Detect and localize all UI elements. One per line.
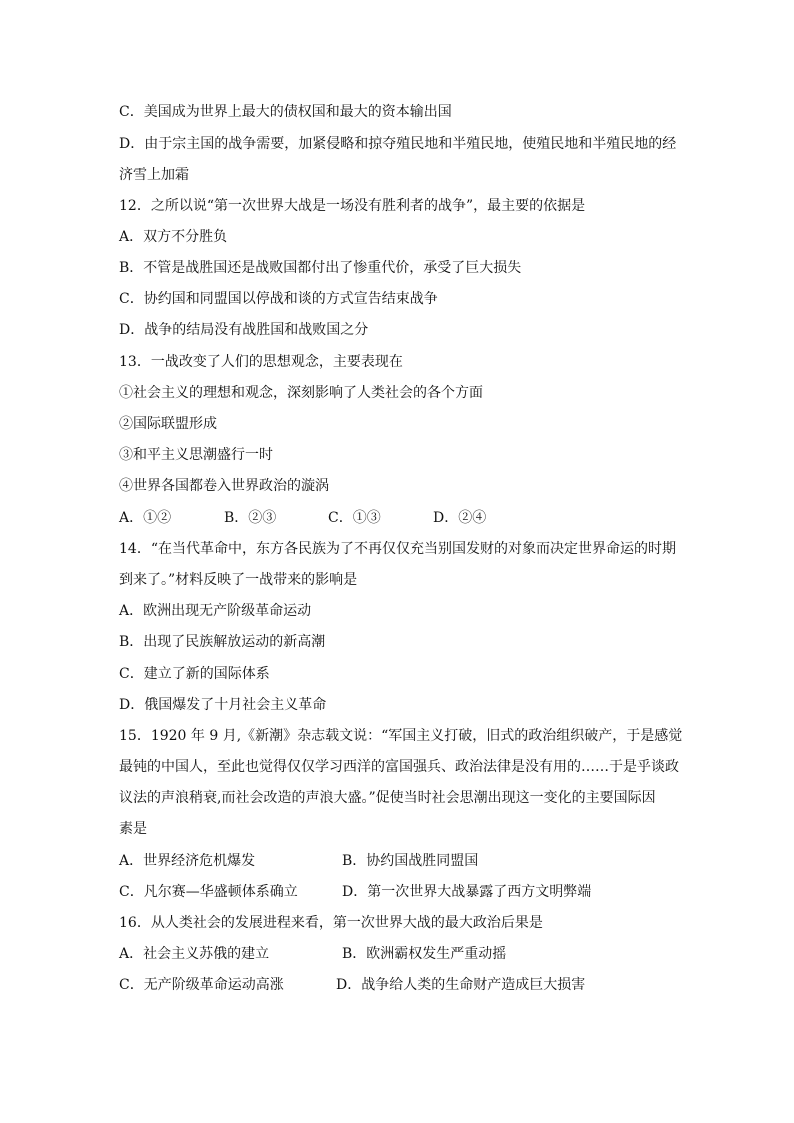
q15-stem-line4: 素是 (119, 821, 147, 837)
q13-statement-2: ②国际联盟形成 (119, 416, 217, 432)
q13-statement-1: ①社会主义的理想和观念，深刻影响了人类社会的各个方面 (119, 385, 483, 401)
q13-option-d: D．②④ (433, 510, 487, 526)
q12-option-c: C．协约国和同盟国以停战和谈的方式宣告结束战争 (119, 291, 438, 307)
q12-option-b: B．不管是战胜国还是战败国都付出了惨重代价，承受了巨大损失 (119, 260, 522, 276)
q13-option-c: C．①③ (328, 510, 381, 526)
q13-option-b: B．②③ (224, 510, 277, 526)
q12-option-d: D．战争的结局没有战胜国和战败国之分 (119, 322, 369, 338)
q15-stem-line1: 15．1920 年 9 月,《新潮》杂志载文说：“军国主义打破，旧式的政治组织破产，于是感觉 (119, 728, 683, 744)
q12-stem: 12．之所以说“第一次世界大战是一场没有胜利者的战争”，最主要的依据是 (119, 198, 586, 214)
q13-statement-4: ④世界各国都卷入世界政治的漩涡 (119, 478, 329, 494)
q11-option-d-line2: 济雪上加霜 (119, 167, 189, 183)
q14-option-a: A．欧洲出现无产阶级革命运动 (119, 603, 312, 619)
q15-option-d: D．第一次世界大战暴露了西方文明弊端 (342, 884, 592, 900)
q15-option-c: C．凡尔赛—华盛顿体系确立 (119, 884, 298, 900)
q15-stem-line3: 议法的声浪稍衰,而社会改造的声浪大盛。”促使当时社会思潮出现这一变化的主要国际因 (119, 790, 656, 806)
q14-option-d: D．俄国爆发了十月社会主义革命 (119, 697, 327, 713)
q15-stem-line2: 最钝的中国人，至此也觉得仅仅学习西洋的富国强兵、政治法律是没有用的……于是乎谈政 (119, 759, 679, 775)
q13-stem: 13．一战改变了人们的思想观念，主要表现在 (119, 354, 403, 370)
q14-option-b: B．出现了民族解放运动的新高潮 (119, 634, 326, 650)
q11-option-d-line1: D．由于宗主国的战争需要，加紧侵略和掠夺殖民地和半殖民地，使殖民地和半殖民地的经 (119, 136, 677, 152)
q14-option-c: C．建立了新的国际体系 (119, 666, 270, 682)
q15-option-a: A．世界经济危机爆发 (119, 853, 256, 869)
q12-option-a: A．双方不分胜负 (119, 229, 228, 245)
q11-option-c: C．美国成为世界上最大的债权国和最大的资本输出国 (119, 104, 452, 120)
q14-stem-line2: 到来了。”材料反映了一战带来的影响是 (119, 572, 358, 588)
q16-option-c: C．无产阶级革命运动高涨 (119, 977, 284, 993)
q13-statement-3: ③和平主义思潮盛行一时 (119, 447, 273, 463)
q16-stem: 16．从人类社会的发展进程来看，第一次世界大战的最大政治后果是 (119, 915, 543, 931)
q15-option-b: B．协约国战胜同盟国 (342, 853, 479, 869)
q16-option-a: A．社会主义苏俄的建立 (119, 946, 270, 962)
q16-option-b: B．欧洲霸权发生严重动摇 (342, 946, 507, 962)
q13-option-a: A．①② (119, 510, 172, 526)
q16-option-d: D．战争给人类的生命财产造成巨大损害 (336, 977, 586, 993)
q14-stem-line1: 14．“在当代革命中，东方各民族为了不再仅仅充当别国发财的对象而决定世界命运的时期 (119, 541, 676, 557)
